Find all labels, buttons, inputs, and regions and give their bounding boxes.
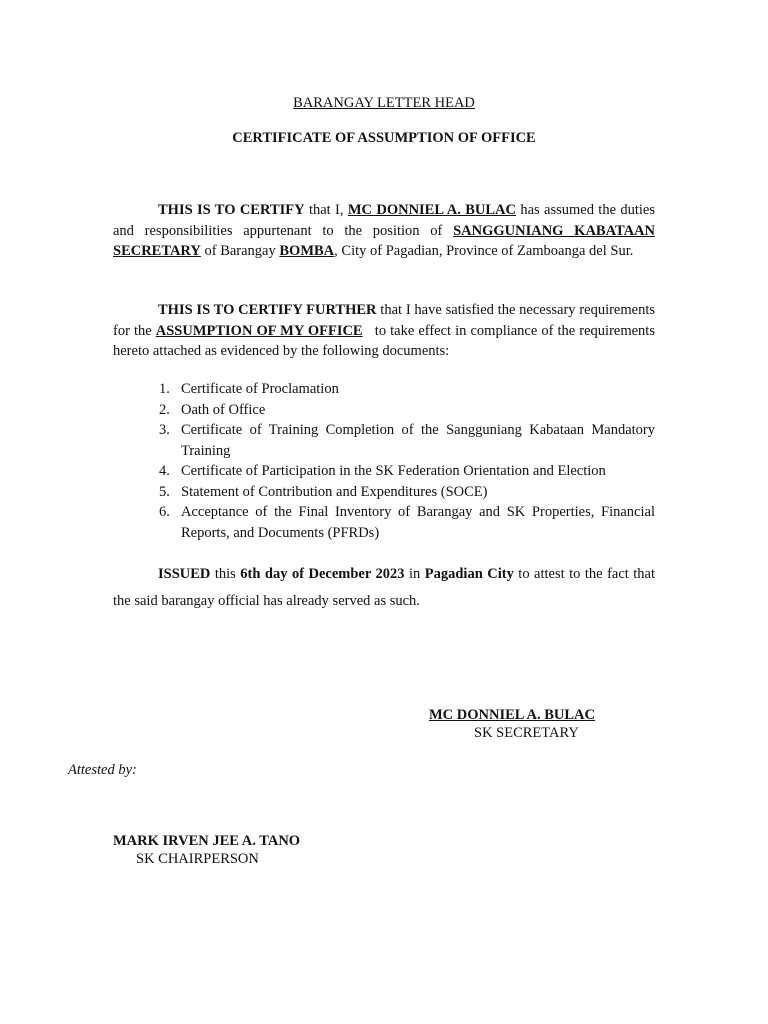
list-number: 3.: [159, 422, 170, 438]
list-item: [113, 379, 655, 400]
paragraph-text: that I,: [304, 202, 348, 218]
list-item-text: Certificate of Proclamation: [181, 381, 339, 397]
list-item-text: Acceptance of the Final Inventory of Barangay and SK Properties, Financial Reports, and Documents (PFRDs): [181, 504, 655, 541]
list-item: [113, 420, 655, 461]
position-title: SANGGUNIANG KABATAAN SECRETARY: [113, 222, 656, 259]
paragraph-text: that I have satisfied the necessary requirements for the: [113, 302, 656, 339]
list-number: 1.: [159, 381, 170, 397]
list-item-text: Certificate of Participation in the SK Federation Orientation and Election: [181, 463, 606, 479]
paragraph-text: to take effect in compliance of the requirements hereto attached as evidenced by the following documents:: [113, 322, 659, 359]
paragraph-text: in: [404, 566, 425, 582]
paragraph-text: to attest to the fact that the said barangay official has already served as such.: [113, 566, 656, 609]
paragraph-text: has assumed the duties and responsibilities appurtenant to the position of: [113, 202, 655, 239]
paragraph-text: of Barangay: [200, 243, 280, 259]
certify-further-lead: THIS IS TO CERTIFY FURTHER: [158, 302, 377, 318]
list-number: 5.: [159, 483, 170, 500]
assumption-emphasis: ASSUMPTION OF MY OFFICE: [155, 322, 363, 339]
barangay-name: BOMBA: [279, 243, 335, 259]
further-certification-paragraph: [113, 300, 659, 362]
list-item: [113, 502, 655, 543]
list-number: 4.: [159, 463, 170, 479]
attester-name: MARK IRVEN JEE A. TANO: [113, 833, 301, 849]
issuance-paragraph: [113, 561, 655, 615]
list-item: [113, 461, 655, 482]
attester-position: SK CHAIRPERSON: [136, 851, 259, 867]
document-title: CERTIFICATE OF ASSUMPTION OF OFFICE: [232, 130, 536, 146]
issue-date: 6th day of December 2023: [240, 566, 405, 582]
signatory-position: SK SECRETARY: [474, 725, 579, 741]
list-item-text: Statement of Contribution and Expenditures (SOCE): [181, 483, 488, 500]
official-name: MC DONNIEL A. BULAC: [347, 202, 516, 218]
certification-paragraph: [113, 200, 655, 262]
letterhead-placeholder: BARANGAY LETTER HEAD: [293, 95, 475, 111]
list-item: [113, 400, 655, 421]
certify-lead: THIS IS TO CERTIFY: [158, 202, 305, 218]
issue-place: Pagadian City: [424, 566, 514, 582]
documents-list: [113, 379, 655, 543]
list-item: [113, 482, 655, 503]
list-number: 2.: [159, 401, 170, 418]
paragraph-text: , City of Pagadian, Province of Zamboanga del Sur.: [334, 243, 634, 259]
attested-by-label: Attested by:: [68, 762, 137, 778]
list-item-text: Oath of Office: [181, 401, 266, 418]
issued-lead: ISSUED: [158, 566, 211, 582]
list-item-text: Certificate of Training Completion of the Sangguniang Kabataan Mandatory Training: [181, 422, 655, 459]
signatory-name: MC DONNIEL A. BULAC: [429, 707, 595, 723]
paragraph-text: this: [210, 566, 241, 582]
list-number: 6.: [159, 504, 170, 520]
